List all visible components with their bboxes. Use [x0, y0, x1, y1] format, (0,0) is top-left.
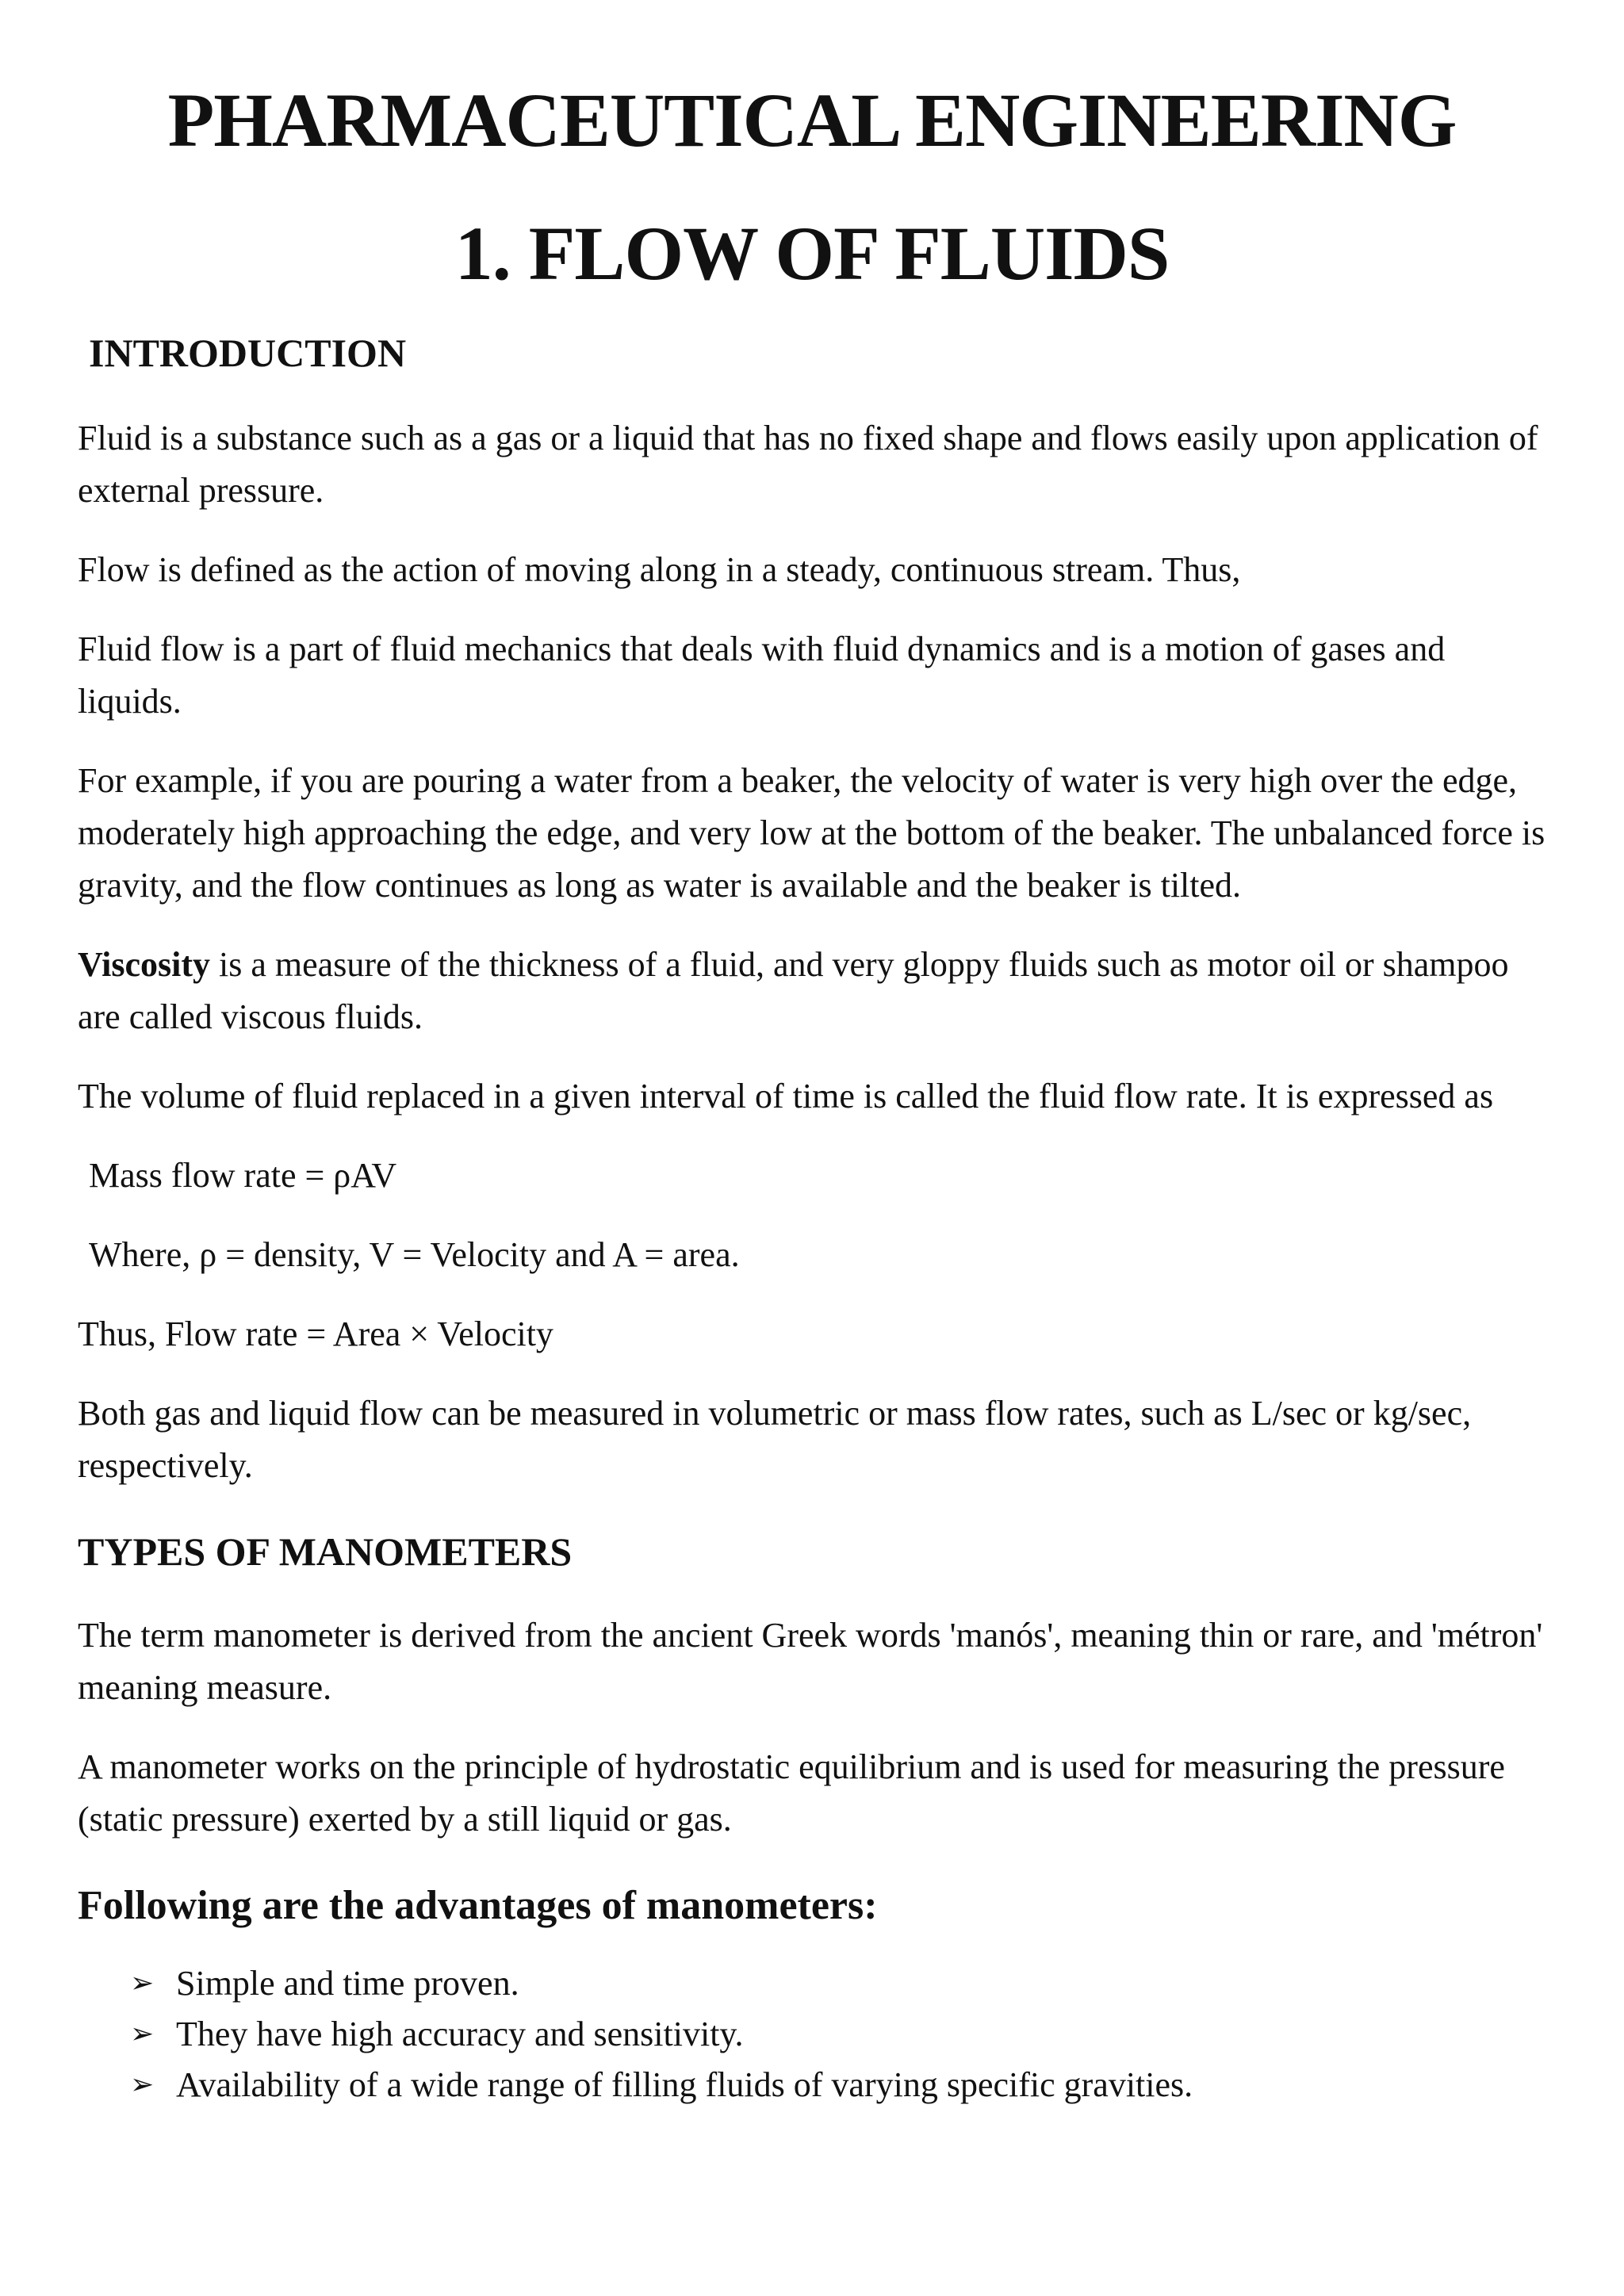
list-item — [130, 2009, 1546, 2060]
paragraph-fluid-flow: Fluid flow is a part of fluid mechanics that deals with fluid dynamics and is a motion of gases and liquids. — [78, 629, 1446, 721]
paragraph-measurement: Both gas and liquid flow can be measured in volumetric or mass flow rates, such as L/sec or kg/sec, respectively. — [78, 1394, 1472, 1485]
paragraph-manometer-etymology: The term manometer is derived from the ancient Greek words 'manós', meaning thin or rare, and 'métron' meaning measure. — [78, 1616, 1543, 1707]
paragraph-flow-rate: The volume of fluid replaced in a given interval of time is called the fluid flow rate. It is expressed as — [78, 1077, 1494, 1115]
arrowhead-bullet-icon: ➢ — [130, 2018, 155, 2050]
chapter-title: 1. FLOW OF FLUIDS — [454, 211, 1170, 296]
document-title: PHARMACEUTICAL ENGINEERING — [167, 78, 1457, 163]
paragraph-fluid-definition: Fluid is a substance such as a gas or a liquid that has no fixed shape and flows easily upon application of external pressure. — [78, 419, 1538, 510]
list-item-text: Simple and time proven. — [176, 1964, 519, 2003]
formula-mass-flow-rate: Mass flow rate = ρAV — [89, 1156, 397, 1195]
viscosity-term: Viscosity — [78, 945, 211, 984]
advantages-list — [78, 1958, 1546, 2110]
paragraph-manometer-principle: A manometer works on the principle of hydrostatic equilibrium and is used for measuring the pressure (static pressure) exerted by a still liquid or gas. — [78, 1747, 1505, 1839]
arrowhead-bullet-icon: ➢ — [130, 1967, 155, 1999]
formula-flow-rate: Thus, Flow rate = Area × Velocity — [78, 1314, 553, 1353]
paragraph-flow-definition: Flow is defined as the action of moving along in a steady, continuous stream. Thus, — [78, 550, 1241, 589]
paragraph-viscosity — [78, 939, 1546, 1043]
advantages-heading: Following are the advantages of manometers: — [78, 1883, 878, 1928]
list-item-text: They have high accuracy and sensitivity. — [176, 2015, 744, 2053]
list-item — [130, 2060, 1546, 2110]
manometers-heading: TYPES OF MANOMETERS — [78, 1529, 573, 1574]
paragraph-example: For example, if you are pouring a water from a beaker, the velocity of water is very high over the edge, moderately high approaching the edge, and very low at the bottom of the beaker. The unbalanced force is gravity, and the flow continues as long as water is available and the beaker is tilted. — [78, 761, 1545, 905]
list-item-text: Availability of a wide range of filling fluids of varying specific gravities. — [176, 2065, 1193, 2104]
arrowhead-bullet-icon: ➢ — [130, 2068, 155, 2101]
introduction-heading: INTRODUCTION — [89, 331, 407, 375]
viscosity-text: is a measure of the thickness of a fluid, and very gloppy fluids such as motor oil or shampoo are called viscous fluids. — [78, 945, 1509, 1036]
list-item — [130, 1958, 1546, 2009]
document-body — [78, 333, 1546, 2110]
formula-variables: Where, ρ = density, V = Velocity and A = area. — [89, 1235, 740, 1274]
